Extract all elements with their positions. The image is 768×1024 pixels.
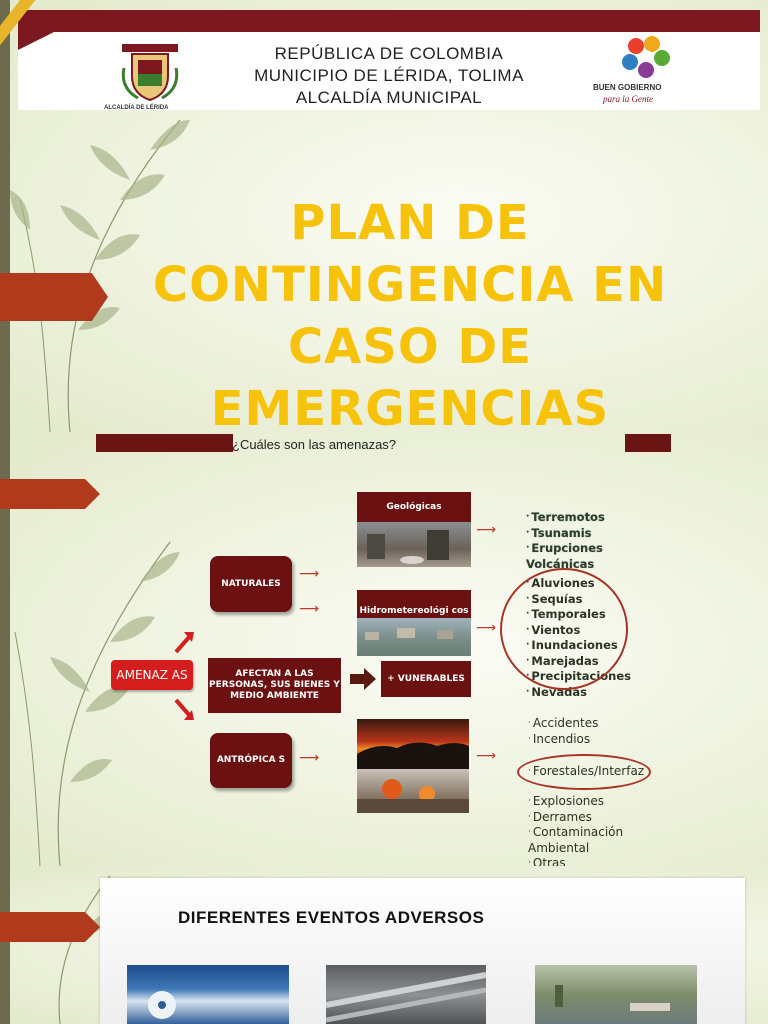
- vulnerables-box: + VUNERABLES: [381, 661, 471, 697]
- right-arrow-icon: [350, 668, 376, 690]
- list-item: · Explosiones: [528, 794, 658, 810]
- logo-text-2: para la Gente: [603, 94, 653, 104]
- list-item: · Aluviones: [526, 576, 626, 592]
- list-item: · Contaminación Ambiental: [528, 825, 658, 856]
- header-line-3: ALCALDÍA MUNICIPAL: [295, 88, 483, 107]
- left-bar: [0, 0, 10, 432]
- geologicas-list: [526, 510, 616, 572]
- flooded-village-photo: [535, 965, 697, 1024]
- header-line-2: MUNICIPIO DE LÉRIDA, TOLIMA: [254, 66, 524, 85]
- arrow-tab: [0, 273, 108, 321]
- shield-caption: ALCALDÍA DE LÉRIDA: [104, 105, 169, 111]
- list-item: · Marejadas: [526, 654, 626, 670]
- amenazas-box: AMENAZ AS: [111, 660, 193, 690]
- list-item: · Sequías: [526, 592, 626, 608]
- explosion-photo: [357, 769, 469, 813]
- list-item: · Vientos: [526, 623, 626, 639]
- title-line-4: EMERGENCIAS: [210, 381, 610, 432]
- earthquake-photo: [357, 522, 471, 567]
- list-item: · Incendios: [528, 732, 598, 748]
- flood-photo: [357, 618, 471, 656]
- arrow-tab: [0, 912, 100, 942]
- arrow-icon: ⟶: [476, 748, 497, 764]
- list-item: · Erupciones Volcánicas: [526, 541, 616, 572]
- arrow-icon: ⟶: [476, 522, 497, 538]
- naturales-box: NATURALES: [210, 556, 292, 612]
- arrow-tab: [0, 479, 100, 509]
- antropicas-list: [528, 716, 598, 747]
- hidro-box: Hidrometereológi cos: [357, 590, 471, 632]
- left-bar: [0, 866, 10, 1024]
- events-title: DIFERENTES EVENTOS ADVERSOS: [178, 908, 485, 927]
- title-line-3: CASO DE: [287, 319, 533, 375]
- main-title: [110, 192, 710, 432]
- hurricane-photo: [127, 965, 289, 1024]
- header-line-1: REPÚBLICA DE COLOMBIA: [274, 44, 504, 63]
- list-item: · Accidentes: [528, 716, 598, 732]
- list-item: · Derrames: [528, 810, 658, 826]
- slide-title: [0, 0, 768, 432]
- slide-amenazas: [0, 432, 768, 866]
- arrow-icon: ⟶: [299, 601, 320, 617]
- highlight-oval: [500, 568, 628, 690]
- title-line-2: CONTINGENCIA EN: [152, 257, 668, 313]
- list-item: · Precipitaciones: [526, 669, 626, 685]
- collapsed-road-photo: [326, 965, 486, 1024]
- fire-photo: [357, 719, 469, 769]
- list-item: · Terremotos: [526, 510, 616, 526]
- header-banner: [18, 10, 760, 110]
- antropicas-list-2: [528, 794, 658, 866]
- antropicas-box: ANTRÓPICA S: [210, 733, 292, 788]
- slide-eventos: [0, 866, 768, 1024]
- list-item: · Tsunamis: [526, 526, 616, 542]
- logo-text-1: BUEN GOBIERNO: [593, 83, 662, 92]
- title-line-1: PLAN DE: [290, 195, 530, 251]
- list-item: · Temporales: [526, 607, 626, 623]
- list-item: · Inundaciones: [526, 638, 626, 654]
- question-title: ¿Cuáles son las amenazas?: [232, 437, 397, 452]
- list-item: · Nevadas: [526, 685, 626, 701]
- list-item: · Forestales/Interfaz: [528, 764, 644, 780]
- arrow-icon: ⟶: [299, 566, 320, 582]
- afectan-box: AFECTAN A LAS PERSONAS, SUS BIENES Y MEDIO AMBIENTE: [208, 658, 341, 713]
- list-item: · Otras: [528, 856, 658, 866]
- branch-arrows-icon: [170, 628, 200, 724]
- highlight-oval: [517, 754, 651, 790]
- geologicas-box: Geológicas: [357, 492, 471, 522]
- arrow-icon: ⟶: [299, 750, 320, 766]
- top-bar-right: [625, 434, 671, 452]
- top-bar-left: [96, 434, 233, 452]
- header-top-stripe: [18, 10, 760, 32]
- arrow-icon: ⟶: [476, 620, 497, 636]
